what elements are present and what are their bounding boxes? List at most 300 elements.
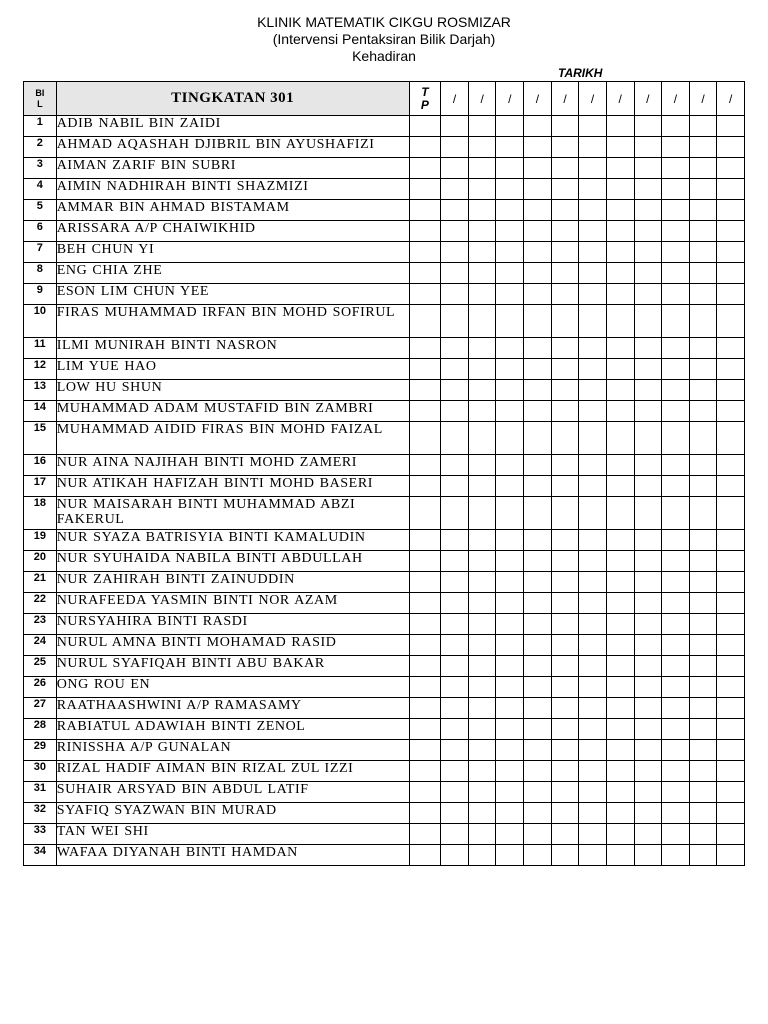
attendance-cell[interactable] [634,656,662,677]
tp-cell[interactable] [409,401,441,422]
attendance-cell[interactable] [634,497,662,530]
attendance-cell[interactable] [689,422,717,455]
attendance-cell[interactable] [468,719,496,740]
attendance-cell[interactable] [717,476,745,497]
attendance-cell[interactable] [662,200,690,221]
attendance-cell[interactable] [441,551,469,572]
attendance-cell[interactable] [441,305,469,338]
attendance-cell[interactable] [689,179,717,200]
tp-cell[interactable] [409,572,441,593]
attendance-cell[interactable] [551,116,579,137]
attendance-cell[interactable] [496,740,524,761]
attendance-cell[interactable] [634,476,662,497]
attendance-cell[interactable] [441,263,469,284]
attendance-cell[interactable] [634,284,662,305]
attendance-cell[interactable] [717,698,745,719]
attendance-cell[interactable] [496,305,524,338]
attendance-cell[interactable] [606,803,634,824]
attendance-cell[interactable] [606,593,634,614]
attendance-cell[interactable] [551,656,579,677]
attendance-cell[interactable] [579,305,607,338]
attendance-cell[interactable] [441,455,469,476]
attendance-cell[interactable] [689,593,717,614]
tp-cell[interactable] [409,179,441,200]
attendance-cell[interactable] [579,593,607,614]
attendance-cell[interactable] [662,359,690,380]
attendance-cell[interactable] [634,401,662,422]
attendance-cell[interactable] [551,284,579,305]
attendance-cell[interactable] [496,656,524,677]
attendance-cell[interactable] [496,761,524,782]
attendance-cell[interactable] [606,761,634,782]
attendance-cell[interactable] [579,761,607,782]
tp-cell[interactable] [409,455,441,476]
attendance-cell[interactable] [717,401,745,422]
attendance-cell[interactable] [441,845,469,866]
attendance-cell[interactable] [717,497,745,530]
attendance-cell[interactable] [689,497,717,530]
attendance-cell[interactable] [662,263,690,284]
attendance-cell[interactable] [689,380,717,401]
attendance-cell[interactable] [717,845,745,866]
attendance-cell[interactable] [689,824,717,845]
attendance-cell[interactable] [662,740,690,761]
attendance-cell[interactable] [717,455,745,476]
attendance-cell[interactable] [634,116,662,137]
attendance-cell[interactable] [524,116,552,137]
tp-cell[interactable] [409,158,441,179]
attendance-cell[interactable] [524,677,552,698]
attendance-cell[interactable] [496,614,524,635]
attendance-cell[interactable] [579,263,607,284]
attendance-cell[interactable] [662,593,690,614]
attendance-cell[interactable] [524,158,552,179]
attendance-cell[interactable] [634,593,662,614]
attendance-cell[interactable] [496,380,524,401]
attendance-cell[interactable] [496,635,524,656]
attendance-cell[interactable] [496,530,524,551]
attendance-cell[interactable] [689,698,717,719]
attendance-cell[interactable] [441,677,469,698]
attendance-cell[interactable] [468,593,496,614]
attendance-cell[interactable] [662,782,690,803]
attendance-cell[interactable] [717,242,745,263]
attendance-cell[interactable] [551,593,579,614]
attendance-cell[interactable] [579,803,607,824]
attendance-cell[interactable] [662,656,690,677]
attendance-cell[interactable] [579,614,607,635]
attendance-cell[interactable] [662,221,690,242]
attendance-cell[interactable] [634,698,662,719]
attendance-cell[interactable] [524,401,552,422]
attendance-cell[interactable] [524,305,552,338]
attendance-cell[interactable] [606,305,634,338]
attendance-cell[interactable] [468,614,496,635]
attendance-cell[interactable] [551,614,579,635]
attendance-cell[interactable] [662,158,690,179]
attendance-cell[interactable] [717,158,745,179]
attendance-cell[interactable] [717,263,745,284]
attendance-cell[interactable] [524,698,552,719]
attendance-cell[interactable] [662,614,690,635]
attendance-cell[interactable] [441,497,469,530]
attendance-cell[interactable] [468,359,496,380]
attendance-cell[interactable] [634,200,662,221]
attendance-cell[interactable] [662,551,690,572]
attendance-cell[interactable] [496,476,524,497]
attendance-cell[interactable] [662,497,690,530]
attendance-cell[interactable] [579,158,607,179]
attendance-cell[interactable] [551,137,579,158]
attendance-cell[interactable] [496,803,524,824]
attendance-cell[interactable] [634,455,662,476]
attendance-cell[interactable] [579,824,607,845]
attendance-cell[interactable] [524,635,552,656]
attendance-cell[interactable] [717,761,745,782]
attendance-cell[interactable] [634,422,662,455]
attendance-cell[interactable] [441,137,469,158]
attendance-cell[interactable] [524,422,552,455]
attendance-cell[interactable] [634,572,662,593]
attendance-cell[interactable] [717,422,745,455]
attendance-cell[interactable] [579,221,607,242]
attendance-cell[interactable] [496,698,524,719]
attendance-cell[interactable] [606,614,634,635]
attendance-cell[interactable] [662,284,690,305]
attendance-cell[interactable] [689,656,717,677]
attendance-cell[interactable] [689,284,717,305]
attendance-cell[interactable] [689,116,717,137]
tp-cell[interactable] [409,530,441,551]
attendance-cell[interactable] [468,677,496,698]
attendance-cell[interactable] [468,572,496,593]
attendance-cell[interactable] [551,782,579,803]
attendance-cell[interactable] [551,497,579,530]
attendance-cell[interactable] [496,824,524,845]
attendance-cell[interactable] [468,422,496,455]
attendance-cell[interactable] [634,359,662,380]
attendance-cell[interactable] [551,740,579,761]
attendance-cell[interactable] [551,635,579,656]
attendance-cell[interactable] [524,740,552,761]
attendance-cell[interactable] [524,719,552,740]
attendance-cell[interactable] [689,305,717,338]
attendance-cell[interactable] [551,179,579,200]
attendance-cell[interactable] [662,572,690,593]
attendance-cell[interactable] [717,380,745,401]
attendance-cell[interactable] [496,359,524,380]
attendance-cell[interactable] [634,305,662,338]
attendance-cell[interactable] [551,572,579,593]
attendance-cell[interactable] [606,401,634,422]
attendance-cell[interactable] [468,656,496,677]
attendance-cell[interactable] [468,803,496,824]
attendance-cell[interactable] [551,551,579,572]
attendance-cell[interactable] [634,137,662,158]
attendance-cell[interactable] [717,551,745,572]
attendance-cell[interactable] [468,401,496,422]
attendance-cell[interactable] [441,401,469,422]
attendance-cell[interactable] [579,551,607,572]
attendance-cell[interactable] [441,221,469,242]
tp-cell[interactable] [409,305,441,338]
attendance-cell[interactable] [551,359,579,380]
attendance-cell[interactable] [524,551,552,572]
attendance-cell[interactable] [634,380,662,401]
attendance-cell[interactable] [717,782,745,803]
attendance-cell[interactable] [468,200,496,221]
attendance-cell[interactable] [579,635,607,656]
tp-cell[interactable] [409,698,441,719]
attendance-cell[interactable] [689,719,717,740]
attendance-cell[interactable] [524,782,552,803]
attendance-cell[interactable] [606,845,634,866]
tp-cell[interactable] [409,137,441,158]
attendance-cell[interactable] [662,455,690,476]
attendance-cell[interactable] [524,803,552,824]
attendance-cell[interactable] [468,221,496,242]
attendance-cell[interactable] [606,635,634,656]
attendance-cell[interactable] [524,476,552,497]
attendance-cell[interactable] [634,845,662,866]
tp-cell[interactable] [409,242,441,263]
tp-cell[interactable] [409,845,441,866]
attendance-cell[interactable] [468,242,496,263]
attendance-cell[interactable] [579,380,607,401]
attendance-cell[interactable] [441,380,469,401]
attendance-cell[interactable] [551,803,579,824]
attendance-cell[interactable] [496,116,524,137]
attendance-cell[interactable] [551,476,579,497]
attendance-cell[interactable] [496,200,524,221]
attendance-cell[interactable] [606,284,634,305]
attendance-cell[interactable] [662,242,690,263]
attendance-cell[interactable] [717,614,745,635]
tp-cell[interactable] [409,824,441,845]
attendance-cell[interactable] [717,593,745,614]
attendance-cell[interactable] [689,158,717,179]
tp-cell[interactable] [409,656,441,677]
attendance-cell[interactable] [468,530,496,551]
attendance-cell[interactable] [441,719,469,740]
attendance-cell[interactable] [496,572,524,593]
attendance-cell[interactable] [634,263,662,284]
attendance-cell[interactable] [634,338,662,359]
attendance-cell[interactable] [634,719,662,740]
attendance-cell[interactable] [606,677,634,698]
attendance-cell[interactable] [717,338,745,359]
tp-cell[interactable] [409,116,441,137]
attendance-cell[interactable] [689,551,717,572]
attendance-cell[interactable] [551,455,579,476]
attendance-cell[interactable] [579,338,607,359]
attendance-cell[interactable] [551,530,579,551]
attendance-cell[interactable] [579,740,607,761]
attendance-cell[interactable] [468,380,496,401]
attendance-cell[interactable] [524,761,552,782]
attendance-cell[interactable] [524,242,552,263]
attendance-cell[interactable] [606,116,634,137]
attendance-cell[interactable] [662,803,690,824]
tp-cell[interactable] [409,740,441,761]
attendance-cell[interactable] [717,824,745,845]
attendance-cell[interactable] [551,338,579,359]
attendance-cell[interactable] [606,221,634,242]
attendance-cell[interactable] [717,221,745,242]
attendance-cell[interactable] [634,221,662,242]
attendance-cell[interactable] [524,593,552,614]
attendance-cell[interactable] [634,179,662,200]
attendance-cell[interactable] [634,761,662,782]
attendance-cell[interactable] [606,338,634,359]
attendance-cell[interactable] [551,221,579,242]
attendance-cell[interactable] [441,572,469,593]
attendance-cell[interactable] [689,263,717,284]
attendance-cell[interactable] [689,572,717,593]
attendance-cell[interactable] [717,305,745,338]
attendance-cell[interactable] [441,116,469,137]
attendance-cell[interactable] [496,179,524,200]
attendance-cell[interactable] [662,401,690,422]
tp-cell[interactable] [409,422,441,455]
attendance-cell[interactable] [441,656,469,677]
attendance-cell[interactable] [662,305,690,338]
attendance-cell[interactable] [689,635,717,656]
attendance-cell[interactable] [606,455,634,476]
attendance-cell[interactable] [551,380,579,401]
attendance-cell[interactable] [689,242,717,263]
attendance-cell[interactable] [606,422,634,455]
attendance-cell[interactable] [524,455,552,476]
attendance-cell[interactable] [441,824,469,845]
attendance-cell[interactable] [496,593,524,614]
attendance-cell[interactable] [662,179,690,200]
attendance-cell[interactable] [524,284,552,305]
attendance-cell[interactable] [689,677,717,698]
attendance-cell[interactable] [441,158,469,179]
attendance-cell[interactable] [579,656,607,677]
tp-cell[interactable] [409,200,441,221]
attendance-cell[interactable] [717,656,745,677]
attendance-cell[interactable] [689,530,717,551]
attendance-cell[interactable] [524,200,552,221]
attendance-cell[interactable] [606,719,634,740]
attendance-cell[interactable] [524,845,552,866]
attendance-cell[interactable] [496,137,524,158]
attendance-cell[interactable] [496,263,524,284]
attendance-cell[interactable] [441,614,469,635]
attendance-cell[interactable] [468,455,496,476]
attendance-cell[interactable] [634,614,662,635]
attendance-cell[interactable] [468,551,496,572]
attendance-cell[interactable] [717,179,745,200]
attendance-cell[interactable] [689,200,717,221]
attendance-cell[interactable] [606,530,634,551]
attendance-cell[interactable] [689,845,717,866]
attendance-cell[interactable] [662,137,690,158]
attendance-cell[interactable] [662,380,690,401]
attendance-cell[interactable] [634,803,662,824]
attendance-cell[interactable] [524,179,552,200]
attendance-cell[interactable] [717,803,745,824]
tp-cell[interactable] [409,551,441,572]
attendance-cell[interactable] [496,845,524,866]
attendance-cell[interactable] [496,242,524,263]
attendance-cell[interactable] [468,845,496,866]
attendance-cell[interactable] [468,635,496,656]
attendance-cell[interactable] [634,551,662,572]
attendance-cell[interactable] [524,530,552,551]
attendance-cell[interactable] [468,740,496,761]
attendance-cell[interactable] [717,284,745,305]
attendance-cell[interactable] [606,782,634,803]
attendance-cell[interactable] [441,803,469,824]
attendance-cell[interactable] [606,200,634,221]
attendance-cell[interactable] [606,158,634,179]
attendance-cell[interactable] [634,242,662,263]
attendance-cell[interactable] [662,116,690,137]
attendance-cell[interactable] [441,359,469,380]
attendance-cell[interactable] [496,782,524,803]
attendance-cell[interactable] [496,401,524,422]
attendance-cell[interactable] [579,284,607,305]
attendance-cell[interactable] [717,137,745,158]
attendance-cell[interactable] [468,179,496,200]
attendance-cell[interactable] [717,635,745,656]
attendance-cell[interactable] [524,656,552,677]
attendance-cell[interactable] [662,761,690,782]
attendance-cell[interactable] [468,284,496,305]
attendance-cell[interactable] [551,761,579,782]
attendance-cell[interactable] [441,476,469,497]
attendance-cell[interactable] [717,116,745,137]
attendance-cell[interactable] [496,497,524,530]
attendance-cell[interactable] [606,497,634,530]
attendance-cell[interactable] [496,719,524,740]
attendance-cell[interactable] [689,803,717,824]
attendance-cell[interactable] [496,551,524,572]
attendance-cell[interactable] [634,677,662,698]
tp-cell[interactable] [409,803,441,824]
attendance-cell[interactable] [496,338,524,359]
tp-cell[interactable] [409,761,441,782]
attendance-cell[interactable] [551,719,579,740]
attendance-cell[interactable] [662,338,690,359]
attendance-cell[interactable] [606,137,634,158]
attendance-cell[interactable] [524,824,552,845]
attendance-cell[interactable] [468,338,496,359]
attendance-cell[interactable] [579,782,607,803]
tp-cell[interactable] [409,338,441,359]
attendance-cell[interactable] [579,497,607,530]
attendance-cell[interactable] [662,677,690,698]
attendance-cell[interactable] [634,158,662,179]
attendance-cell[interactable] [468,158,496,179]
tp-cell[interactable] [409,497,441,530]
attendance-cell[interactable] [634,635,662,656]
tp-cell[interactable] [409,719,441,740]
attendance-cell[interactable] [606,551,634,572]
attendance-cell[interactable] [441,740,469,761]
attendance-cell[interactable] [441,422,469,455]
attendance-cell[interactable] [689,476,717,497]
attendance-cell[interactable] [579,572,607,593]
attendance-cell[interactable] [606,698,634,719]
attendance-cell[interactable] [468,698,496,719]
attendance-cell[interactable] [717,530,745,551]
attendance-cell[interactable] [689,221,717,242]
attendance-cell[interactable] [524,380,552,401]
